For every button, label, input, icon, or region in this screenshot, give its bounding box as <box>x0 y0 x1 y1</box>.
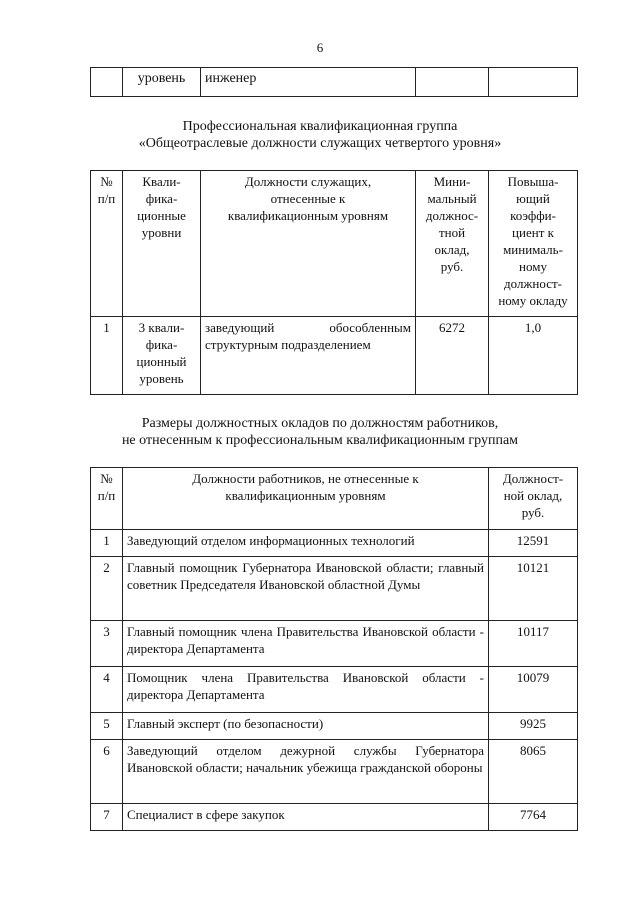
group-heading <box>0 118 640 152</box>
row-num: 2 <box>91 557 123 621</box>
row-salary: 6272 <box>416 317 489 395</box>
table-cell: уровень <box>123 68 201 97</box>
header-salary: Мини- мальный должнос- тной оклад, руб. <box>416 171 489 317</box>
row-position: Главный помощник Губернатора Ивановской области; главный советник Председателя Ивановской областной Думы <box>123 557 489 621</box>
group-heading-line: Профессиональная квалификационная группа <box>182 119 458 134</box>
row-position: Помощник члена Правительства Ивановской области - директора Департамента <box>123 667 489 713</box>
table-row <box>91 804 578 831</box>
row-position: Заведующий отделом дежурной службы Губернатора Ивановской области; начальник убежища гражданской обороны <box>123 740 489 804</box>
row-num: 7 <box>91 804 123 831</box>
table-header-row <box>91 171 578 317</box>
table-row <box>91 740 578 804</box>
table-header-row <box>91 468 578 530</box>
row-salary: 10121 <box>489 557 578 621</box>
other-heading <box>0 415 640 449</box>
header-salary: Должност- ной оклад, руб. <box>489 468 578 530</box>
header-coefficient: Повыша- ющий коэффи- циент к минималь- ному должност- ному окладу <box>489 171 578 317</box>
row-num: 4 <box>91 667 123 713</box>
row-salary: 8065 <box>489 740 578 804</box>
row-coefficient: 1,0 <box>489 317 578 395</box>
row-salary: 9925 <box>489 713 578 740</box>
row-num: 1 <box>91 317 123 395</box>
header-num: № п/п <box>91 171 123 317</box>
table-row <box>91 317 578 395</box>
row-salary: 7764 <box>489 804 578 831</box>
table-cell <box>91 68 123 97</box>
table-row <box>91 667 578 713</box>
table-cell: инженер <box>201 68 416 97</box>
row-position: Специалист в сфере закупок <box>123 804 489 831</box>
group-heading-line: «Общеотраслевые должности служащих четвертого уровня» <box>138 136 502 151</box>
other-heading-line: не отнесенным к профессиональным квалификационным группам <box>121 433 519 448</box>
row-num: 1 <box>91 530 123 557</box>
qualification-group-table <box>90 170 578 395</box>
table-row <box>91 530 578 557</box>
row-num: 6 <box>91 740 123 804</box>
row-position: Главный помощник члена Правительства Ивановской области - директора Департамента <box>123 621 489 667</box>
header-num: № п/п <box>91 468 123 530</box>
table-cell <box>416 68 489 97</box>
table-row <box>91 621 578 667</box>
other-heading-line: Размеры должностных окладов по должностям работников, <box>141 416 499 431</box>
row-num: 5 <box>91 713 123 740</box>
table-row <box>91 68 578 97</box>
row-position: Главный эксперт (по безопасности) <box>123 713 489 740</box>
other-positions-table <box>90 467 578 831</box>
header-level: Квали- фика- ционные уровни <box>123 171 201 317</box>
row-salary: 12591 <box>489 530 578 557</box>
row-position: Заведующий отделом информационных технологий <box>123 530 489 557</box>
row-num: 3 <box>91 621 123 667</box>
header-positions: Должности служащих, отнесенные к квалификационным уровням <box>201 171 416 317</box>
row-salary: 10079 <box>489 667 578 713</box>
continuation-table <box>90 67 578 97</box>
table-cell <box>489 68 578 97</box>
header-positions: Должности работников, не отнесенные к квалификационным уровням <box>123 468 489 530</box>
table-row <box>91 557 578 621</box>
row-position: заведующий обособленным структурным подразделением <box>201 317 416 395</box>
row-salary: 10117 <box>489 621 578 667</box>
row-level: 3 квали- фика- ционный уровень <box>123 317 201 395</box>
page-number: 6 <box>316 40 324 55</box>
table-row <box>91 713 578 740</box>
